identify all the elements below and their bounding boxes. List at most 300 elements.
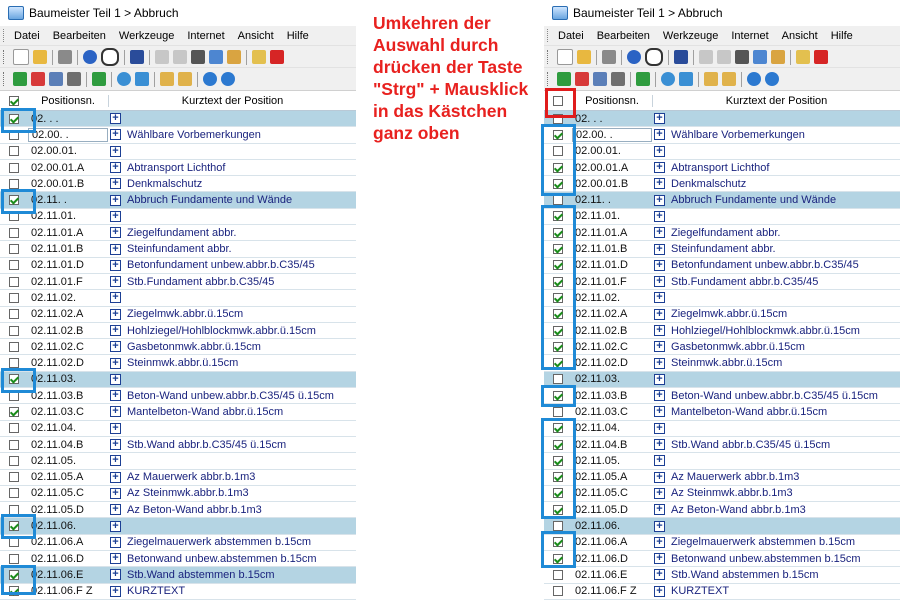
print-icon[interactable]	[58, 50, 72, 64]
title-bar	[544, 0, 900, 26]
position-text: Wählbare Vorbemerkungen	[671, 128, 805, 141]
expand-icon[interactable]: +	[654, 406, 665, 417]
position-text: Az Mauerwerk abbr.b.1m3	[127, 471, 256, 484]
expand-icon[interactable]: +	[654, 146, 665, 157]
table-row[interactable]	[0, 290, 356, 306]
expand-icon[interactable]: +	[654, 211, 665, 222]
back-icon[interactable]	[679, 72, 693, 86]
expand-icon[interactable]: +	[110, 309, 121, 320]
expand-icon[interactable]: +	[110, 537, 121, 548]
settings-icon[interactable]	[178, 72, 192, 86]
position-number: 02.11.06.A	[31, 536, 84, 549]
row-checkbox[interactable]	[9, 277, 19, 287]
position-number: 02.11.06.D	[575, 552, 629, 565]
insert-icon[interactable]	[557, 72, 571, 86]
position-number: 02.00.01.A	[575, 161, 629, 174]
menu-hilfe[interactable]: Hilfe	[830, 29, 853, 42]
table-row[interactable]	[0, 225, 356, 241]
instruction-caption	[373, 12, 543, 144]
position-number: 02.11.06.F Z	[31, 585, 93, 598]
position-number: 02.00. .	[28, 128, 108, 142]
paste-icon[interactable]	[227, 50, 241, 64]
expand-icon[interactable]: +	[654, 390, 665, 401]
row-checkbox[interactable]	[553, 195, 563, 205]
expand-icon[interactable]: +	[654, 178, 665, 189]
expand-icon[interactable]: +	[110, 358, 121, 369]
position-text: Az Beton-Wand abbr.b.1m3	[127, 503, 262, 516]
table-row[interactable]	[544, 225, 900, 241]
new-document-icon[interactable]	[13, 49, 29, 65]
column-header-position[interactable]: Positionsn.	[28, 95, 109, 107]
expand-icon[interactable]: +	[654, 162, 665, 173]
position-number: 02.11.03.	[31, 373, 77, 386]
expand-icon[interactable]: +	[654, 488, 665, 499]
expand-icon[interactable]: +	[654, 569, 665, 580]
open-folder-icon[interactable]	[33, 50, 47, 64]
expand-icon[interactable]: +	[110, 129, 121, 140]
select-all-checkbox[interactable]	[9, 96, 19, 106]
expand-icon[interactable]: +	[110, 455, 121, 466]
expand-icon[interactable]: +	[654, 244, 665, 255]
expand-icon[interactable]: +	[654, 455, 665, 466]
position-number: 02.11.05.D	[31, 503, 85, 516]
expand-icon[interactable]: +	[110, 569, 121, 580]
position-number: 02.11.02.D	[31, 357, 85, 370]
menu-hilfe[interactable]: Hilfe	[286, 29, 309, 42]
table-row[interactable]	[544, 111, 900, 127]
menu-werkzeuge[interactable]: Werkzeuge	[118, 29, 175, 42]
position-number: 02.11.06.E	[575, 568, 628, 581]
table-row[interactable]	[544, 127, 900, 143]
table-row[interactable]	[544, 486, 900, 502]
new-document-icon[interactable]	[557, 49, 573, 65]
left-window	[0, 0, 356, 600]
position-number: 02.11.04.B	[575, 438, 628, 451]
row-checkbox[interactable]	[9, 342, 19, 352]
grid-rows	[0, 111, 356, 600]
row-checkbox[interactable]	[9, 358, 19, 368]
layout-icon[interactable]	[67, 72, 81, 86]
position-number: 02. . .	[575, 112, 603, 125]
edit-icon[interactable]	[796, 50, 810, 64]
delete-icon[interactable]	[814, 50, 828, 64]
toolbar-separator	[246, 50, 247, 65]
table-row[interactable]	[544, 453, 900, 469]
table-row[interactable]	[0, 551, 356, 567]
positions-grid	[0, 91, 356, 600]
help-icon[interactable]	[627, 50, 641, 64]
edit-icon[interactable]	[252, 50, 266, 64]
expand-icon[interactable]: +	[110, 325, 121, 336]
expand-icon[interactable]: +	[110, 211, 121, 222]
position-number: 02.11.06.E	[31, 568, 84, 581]
table-row[interactable]	[0, 241, 356, 257]
expand-icon[interactable]: +	[110, 292, 121, 303]
callout-marker	[1, 108, 36, 133]
row-checkbox[interactable]	[9, 146, 19, 156]
menu-datei[interactable]: Datei	[14, 29, 40, 42]
expand-icon[interactable]: +	[110, 439, 121, 450]
table-row[interactable]	[544, 355, 900, 371]
arrow-left-icon[interactable]	[747, 72, 761, 86]
position-number: 02.00.01.A	[31, 161, 85, 174]
menu-grip[interactable]	[547, 29, 554, 42]
table-row[interactable]	[0, 421, 356, 437]
expand-icon[interactable]: +	[654, 537, 665, 548]
grid-header	[0, 91, 356, 111]
redo-icon[interactable]	[717, 50, 731, 64]
table-row[interactable]	[0, 192, 356, 208]
expand-icon[interactable]: +	[110, 276, 121, 287]
menu-ansicht[interactable]: Ansicht	[781, 29, 818, 42]
table-row[interactable]	[0, 209, 356, 225]
table-row[interactable]	[0, 176, 356, 192]
position-text: Abbruch Fundamente und Wände	[127, 194, 293, 207]
position-number: 02.11.05.A	[575, 471, 628, 484]
window-title: Baumeister Teil 1 > Abbruch	[573, 6, 723, 20]
table-row[interactable]	[544, 535, 900, 551]
row-checkbox[interactable]	[9, 309, 19, 319]
position-number: 02.11.03.	[575, 373, 621, 386]
table-row[interactable]	[0, 144, 356, 160]
export-icon[interactable]	[704, 72, 718, 86]
position-number: 02.11.03.B	[575, 389, 628, 402]
table-row[interactable]	[0, 372, 356, 388]
position-number: 02.11.05.	[31, 454, 77, 467]
toolbar-grip[interactable]	[3, 50, 8, 64]
toolbar-separator	[149, 50, 150, 65]
menu-bearbeiten[interactable]: Bearbeiten	[52, 29, 106, 42]
row-checkbox[interactable]	[9, 488, 19, 498]
position-text: Stb.Wand abbr.b.C35/45 ü.15cm	[127, 438, 287, 451]
expand-icon[interactable]: +	[110, 113, 121, 124]
table-row[interactable]	[0, 258, 356, 274]
position-text: Stb.Wand abbr.b.C35/45 ü.15cm	[671, 438, 831, 451]
position-number: 02.11. .	[31, 194, 67, 207]
table-row[interactable]	[544, 551, 900, 567]
row-checkbox[interactable]	[9, 440, 19, 450]
row-checkbox[interactable]	[553, 570, 563, 580]
column-header-position[interactable]: Positionsn.	[572, 95, 653, 107]
table-row[interactable]	[0, 535, 356, 551]
table-row[interactable]	[544, 258, 900, 274]
position-text: Mantelbeton-Wand abbr.ü.15cm	[671, 405, 828, 418]
table-row[interactable]	[0, 518, 356, 534]
expand-icon[interactable]: +	[110, 423, 121, 434]
paste-icon[interactable]	[771, 50, 785, 64]
app-icon	[8, 6, 24, 20]
position-text: Betonfundament unbew.abbr.b.C35/45	[671, 259, 859, 272]
expand-icon[interactable]: +	[654, 113, 665, 124]
table-row[interactable]	[544, 339, 900, 355]
position-number: 02.11.04.	[575, 422, 621, 435]
position-text: Denkmalschutz	[671, 177, 747, 190]
expand-icon[interactable]: +	[654, 439, 665, 450]
redo-icon[interactable]	[173, 50, 187, 64]
table-row[interactable]	[544, 421, 900, 437]
position-number: 02.11.01.	[575, 210, 621, 223]
expand-icon[interactable]: +	[110, 504, 121, 515]
row-checkbox[interactable]	[9, 260, 19, 270]
print-icon[interactable]	[602, 50, 616, 64]
position-text: Steinfundament abbr.	[671, 243, 776, 256]
toolbar-separator	[693, 50, 694, 65]
cut-icon[interactable]	[735, 50, 749, 64]
position-text: Betonfundament unbew.abbr.b.C35/45	[127, 259, 315, 272]
position-number: 02.11.01.F	[575, 275, 627, 288]
toolbar-separator	[655, 72, 656, 87]
expand-icon[interactable]: +	[654, 227, 665, 238]
table-row[interactable]	[0, 470, 356, 486]
position-text: Abtransport Lichthof	[127, 161, 226, 174]
row-checkbox[interactable]	[553, 521, 563, 531]
menu-internet[interactable]: Internet	[187, 29, 225, 42]
table-row[interactable]	[544, 567, 900, 583]
back-icon[interactable]	[135, 72, 149, 86]
position-text: Hohlziegel/Hohlblockmwk.abbr.ü.15cm	[127, 324, 316, 337]
expand-icon[interactable]: +	[110, 406, 121, 417]
expand-icon[interactable]: +	[654, 129, 665, 140]
table-row[interactable]	[0, 339, 356, 355]
position-number: 02.11.06.	[31, 520, 77, 533]
expand-icon[interactable]: +	[110, 178, 121, 189]
table-row[interactable]	[0, 160, 356, 176]
expand-icon[interactable]: +	[110, 488, 121, 499]
open-folder-icon[interactable]	[577, 50, 591, 64]
caption-line: "Strg" + Mausklick	[373, 79, 529, 99]
table-row[interactable]	[0, 111, 356, 127]
row-checkbox[interactable]	[9, 472, 19, 482]
table-row[interactable]	[0, 437, 356, 453]
expand-icon[interactable]: +	[654, 309, 665, 320]
menu-bearbeiten[interactable]: Bearbeiten	[596, 29, 650, 42]
expand-icon[interactable]: +	[110, 227, 121, 238]
expand-icon[interactable]: +	[654, 358, 665, 369]
table-row[interactable]	[0, 453, 356, 469]
table-row[interactable]	[544, 470, 900, 486]
position-number: 02.11.01.B	[31, 243, 84, 256]
column-header-text[interactable]: Kurztext der Position	[725, 94, 828, 107]
toolbar-separator	[668, 50, 669, 65]
layout-icon[interactable]	[611, 72, 625, 86]
table-row[interactable]	[544, 584, 900, 600]
arrow-right-icon[interactable]	[765, 72, 779, 86]
row-checkbox[interactable]	[9, 407, 19, 417]
save-icon[interactable]	[130, 50, 144, 64]
table-row[interactable]	[544, 518, 900, 534]
position-number: 02.11.02.B	[575, 324, 628, 337]
column-header-text[interactable]: Kurztext der Position	[181, 94, 284, 107]
position-number: 02.11.02.C	[31, 340, 85, 353]
sort-icon[interactable]	[593, 72, 607, 86]
expand-icon[interactable]: +	[110, 390, 121, 401]
position-text: Ziegelfundament abbr.	[671, 226, 781, 239]
row-checkbox[interactable]	[553, 407, 563, 417]
expand-icon[interactable]: +	[110, 341, 121, 352]
undo-icon[interactable]	[699, 50, 713, 64]
expand-icon[interactable]: +	[654, 276, 665, 287]
search-icon[interactable]	[645, 48, 663, 66]
expand-icon[interactable]: +	[654, 195, 665, 206]
position-text: Abbruch Fundamente und Wände	[671, 194, 837, 207]
expand-icon[interactable]: +	[654, 374, 665, 385]
table-row[interactable]	[544, 274, 900, 290]
expand-icon[interactable]: +	[110, 146, 121, 157]
refresh-icon[interactable]	[661, 72, 675, 86]
position-number: 02.11.03.B	[31, 389, 84, 402]
row-checkbox[interactable]	[553, 374, 563, 384]
table-row[interactable]	[0, 127, 356, 143]
table-row[interactable]	[0, 502, 356, 518]
position-text: Az Beton-Wand abbr.b.1m3	[671, 503, 806, 516]
menu-werkzeuge[interactable]: Werkzeuge	[662, 29, 719, 42]
copy-icon[interactable]	[209, 50, 223, 64]
menu-grip[interactable]	[3, 29, 10, 42]
expand-icon[interactable]: +	[654, 521, 665, 532]
export-icon[interactable]	[160, 72, 174, 86]
position-text: Denkmalschutz	[127, 177, 203, 190]
table-row[interactable]	[544, 404, 900, 420]
save-icon[interactable]	[674, 50, 688, 64]
table-row[interactable]	[0, 404, 356, 420]
menu-datei[interactable]: Datei	[558, 29, 584, 42]
table-row[interactable]	[544, 144, 900, 160]
expand-icon[interactable]: +	[654, 472, 665, 483]
row-checkbox[interactable]	[9, 326, 19, 336]
delete-icon[interactable]	[270, 50, 284, 64]
table-row[interactable]	[544, 209, 900, 225]
table-row[interactable]	[544, 323, 900, 339]
position-number: 02.11.02.D	[575, 357, 629, 370]
table-row[interactable]	[0, 388, 356, 404]
row-checkbox[interactable]	[9, 163, 19, 173]
position-number: 02.11.01.	[31, 210, 77, 223]
position-text: Mantelbeton-Wand abbr.ü.15cm	[127, 405, 284, 418]
undo-icon[interactable]	[155, 50, 169, 64]
expand-icon[interactable]: +	[110, 162, 121, 173]
expand-icon[interactable]: +	[654, 341, 665, 352]
expand-icon[interactable]: +	[654, 504, 665, 515]
expand-icon[interactable]: +	[654, 586, 665, 597]
table-row[interactable]	[544, 160, 900, 176]
position-text: Beton-Wand unbew.abbr.b.C35/45 ü.15cm	[127, 389, 334, 402]
position-text: Stb.Fundament abbr.b.C35/45	[127, 275, 275, 288]
expand-icon[interactable]: +	[654, 292, 665, 303]
position-text: Ziegelmwk.abbr.ü.15cm	[671, 308, 788, 321]
expand-icon[interactable]: +	[110, 195, 121, 206]
insert-icon[interactable]	[13, 72, 27, 86]
toolbar-separator	[741, 72, 742, 87]
table-row[interactable]	[0, 274, 356, 290]
expand-icon[interactable]: +	[110, 244, 121, 255]
callout-marker	[1, 189, 36, 214]
row-checkbox[interactable]	[553, 586, 563, 596]
expand-icon[interactable]: +	[110, 374, 121, 385]
expand-icon[interactable]: +	[110, 586, 121, 597]
expand-icon[interactable]: +	[654, 423, 665, 434]
help-icon[interactable]	[83, 50, 97, 64]
callout-marker	[541, 418, 576, 519]
arrow-left-icon[interactable]	[203, 72, 217, 86]
table-row[interactable]	[544, 502, 900, 518]
table-row[interactable]	[544, 192, 900, 208]
row-checkbox[interactable]	[9, 554, 19, 564]
toolbar-grip[interactable]	[547, 72, 552, 86]
table-row[interactable]	[0, 567, 356, 583]
position-number: 02.11.01.D	[31, 259, 85, 272]
play-icon[interactable]	[636, 72, 650, 86]
expand-icon[interactable]: +	[654, 553, 665, 564]
toolbar-grip[interactable]	[547, 50, 552, 64]
menu-ansicht[interactable]: Ansicht	[237, 29, 274, 42]
sort-icon[interactable]	[49, 72, 63, 86]
position-number: 02.00.01.	[575, 145, 621, 158]
table-row[interactable]	[0, 307, 356, 323]
row-checkbox[interactable]	[9, 179, 19, 189]
table-row[interactable]	[0, 355, 356, 371]
right-window	[544, 0, 900, 600]
play-icon[interactable]	[92, 72, 106, 86]
toolbar-standard	[544, 45, 900, 68]
expand-icon[interactable]: +	[110, 260, 121, 271]
position-number: 02.11.06.	[575, 520, 621, 533]
toolbar-separator	[124, 50, 125, 65]
table-row[interactable]	[0, 486, 356, 502]
search-icon[interactable]	[101, 48, 119, 66]
row-checkbox[interactable]	[9, 293, 19, 303]
remove-icon[interactable]	[31, 72, 45, 86]
row-checkbox[interactable]	[9, 244, 19, 254]
position-text: Steinmwk.abbr.ü.15cm	[127, 357, 239, 370]
remove-icon[interactable]	[575, 72, 589, 86]
position-number: 02.11.02.	[575, 291, 621, 304]
menu-bar	[0, 26, 356, 45]
table-row[interactable]	[544, 290, 900, 306]
table-row[interactable]	[544, 437, 900, 453]
table-row[interactable]	[544, 372, 900, 388]
menu-internet[interactable]: Internet	[731, 29, 769, 42]
position-text: Steinmwk.abbr.ü.15cm	[671, 357, 783, 370]
copy-icon[interactable]	[753, 50, 767, 64]
row-checkbox[interactable]	[9, 423, 19, 433]
table-row[interactable]	[544, 307, 900, 323]
arrow-right-icon[interactable]	[221, 72, 235, 86]
refresh-icon[interactable]	[117, 72, 131, 86]
table-row[interactable]	[544, 176, 900, 192]
callout-marker-selectall	[545, 88, 576, 118]
toolbar-grip[interactable]	[3, 72, 8, 86]
title-bar	[0, 0, 356, 26]
settings-icon[interactable]	[722, 72, 736, 86]
position-text: Az Mauerwerk abbr.b.1m3	[671, 471, 800, 484]
table-row[interactable]	[544, 388, 900, 404]
table-row[interactable]	[0, 584, 356, 600]
window-title: Baumeister Teil 1 > Abbruch	[29, 6, 179, 20]
expand-icon[interactable]: +	[110, 553, 121, 564]
row-checkbox[interactable]	[9, 228, 19, 238]
row-checkbox[interactable]	[9, 456, 19, 466]
table-row[interactable]	[0, 323, 356, 339]
position-number: 02.11.06.F Z	[575, 585, 637, 598]
caption-line: ganz oben	[373, 123, 460, 143]
expand-icon[interactable]: +	[654, 260, 665, 271]
expand-icon[interactable]: +	[110, 521, 121, 532]
expand-icon[interactable]: +	[654, 325, 665, 336]
expand-icon[interactable]: +	[110, 472, 121, 483]
cut-icon[interactable]	[191, 50, 205, 64]
position-number: 02.11.05.A	[31, 471, 84, 484]
table-row[interactable]	[544, 241, 900, 257]
